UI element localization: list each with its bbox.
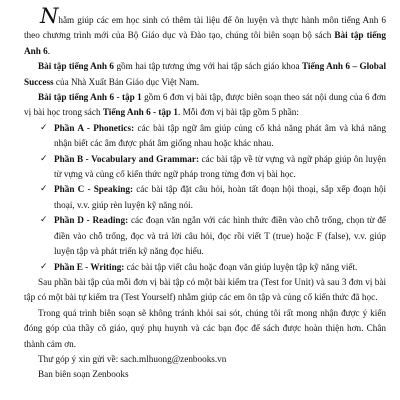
part-desc: các bài tập viết câu hoặc đoạn văn giúp luyện tập kỹ năng viết. [124,261,358,272]
intro-end: . [47,45,51,56]
contact-line: Thư góp ý xin gửi về: sach.mlhuong@zenbooks.vn [38,353,227,364]
part-name: Phần B - Vocabulary and Grammar: [54,153,200,164]
part-item [40,152,386,183]
check-icon: ✓ [40,122,48,133]
textbook-title: Tiếng Anh 6 – Global Success [24,61,386,87]
part-item [40,260,386,275]
book-title: Bài tập tiếng Anh 6 [38,61,115,72]
part-name: Phần E - Writing: [54,261,125,272]
volume-one-paragraph [24,90,386,121]
part-desc: các đoạn văn ngắn với các hình thức điền vào chỗ trống, chọn từ để điền vào chỗ trống, đọc và trả lời câu hỏi, đọc rồi viết T (true) hoặc F (false), v.v. giúp luyện tập và phát triển kỹ năng đọc hiểu. [54,215,386,257]
feedback-paragraph: Trong quá trình biên soạn sẽ không tránh khỏi sai sót, chúng tôi rất mong nhận được ý kiến đóng góp của thầy cô giáo, quý phụ huynh và các bạn đọc để sách được hoàn thiện hơn. Chân thành cảm ơn. [24,307,386,349]
intro-paragraph [24,4,387,59]
check-icon: ✓ [40,215,48,226]
part-desc: các bài tập ngữ âm giúp củng cố khả năng phát âm và khả năng nhận biết các âm được phát âm giống nhau hoặc khác nhau. [54,122,386,149]
parts-list [24,121,386,275]
part-name: Phần D - Reading: [54,215,129,226]
intro-text: hằm giúp các em học sinh có thêm tài liệu để ôn luyện và thực hành môn tiếng Anh 6 theo chương trình mới của Bộ Giáo dục và Đào tạo, chúng tôi biên soạn bộ sách [24,15,386,41]
volumes-text: gồm hai tập tương ứng với hai tập sách giáo khoa [114,61,302,72]
part-item [40,121,386,152]
check-icon: ✓ [40,184,48,195]
textbook-volume-title: Tiếng Anh 6 - tập 1 [102,107,178,118]
part-name: Phần A - Phonetics: [54,122,135,133]
part-desc: các bài tập đặt câu hỏi, hoàn tất đoạn hội thoại, sắp xếp đoạn hội thoại, v.v. giúp rèn luyện kỹ năng nói. [54,184,386,210]
tests-paragraph: Sau phần bài tập của mỗi đơn vị bài tập có một bài kiểm tra (Test for Unit) và sau 3 đơn vị bài tập có một bài tự kiểm tra (Test Yourself) nhằm giúp các em ôn tập và củng cố kiến thức đã học. [24,276,386,303]
publisher-text: của Nhà Xuất Bản Giáo dục Việt Nam. [53,76,200,87]
volume-one-end: . Mỗi đơn vị bài tập gồm 5 phần: [177,107,299,118]
signature-line: Ban biên soạn Zenbooks [38,369,129,380]
drop-cap-letter: N [40,4,59,28]
part-item [40,182,386,213]
part-name: Phần C - Speaking: [54,184,134,195]
check-icon: ✓ [40,153,48,164]
part-item [40,213,386,259]
volume-one-text: gồm 6 đơn vị bài tập, được biên soạn theo sát nội dung của 6 đơn vị bài học trong sách [24,92,387,118]
check-icon: ✓ [40,261,48,272]
volume-one-title: Bài tập tiếng Anh 6 - tập 1 [38,92,142,103]
book-title: Bài tập tiếng Anh 6 [24,30,387,56]
volumes-paragraph [24,59,386,90]
part-desc: các bài tập về từ vựng và ngữ pháp giúp ôn luyện từ vựng và củng cố kiến thức ngữ pháp trong từng đơn vị bài học. [54,153,386,180]
